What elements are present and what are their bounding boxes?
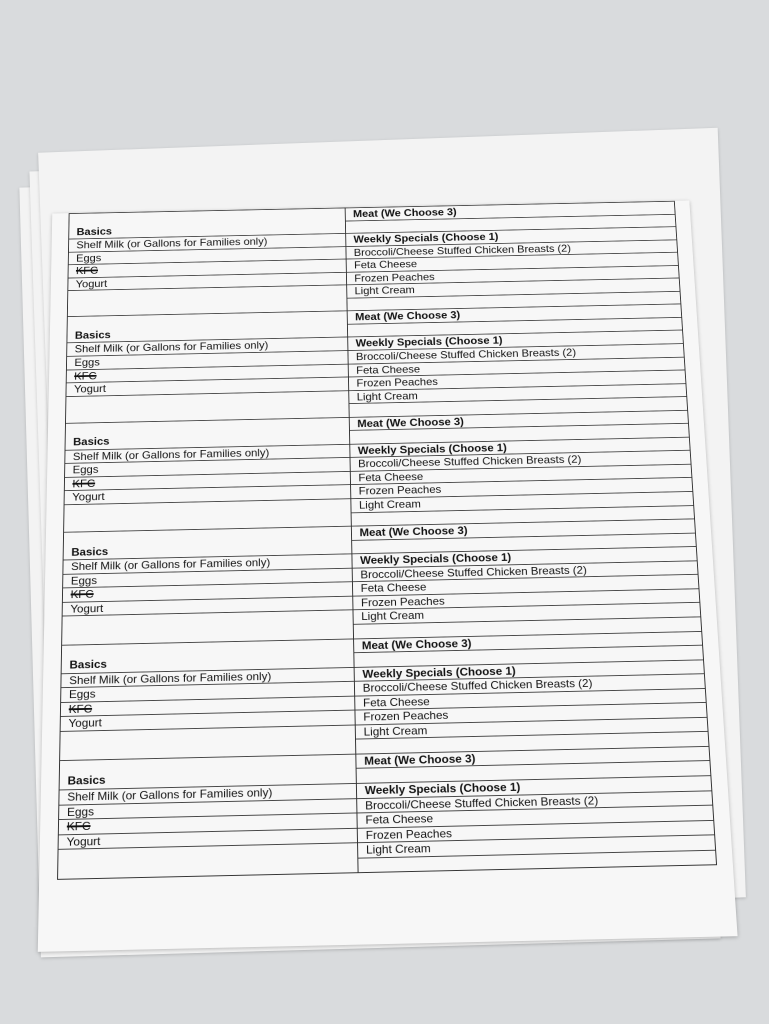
basics-heading: Basics <box>74 328 111 342</box>
basics-item: Shelf Milk (or Gallons for Families only) <box>63 554 351 574</box>
basics-heading: Basics <box>69 657 107 672</box>
basics-item: Eggs <box>63 568 352 588</box>
weekly-specials-heading: Weekly Specials (Choose 1) <box>355 659 704 681</box>
special-item: Feta Cheese <box>349 356 685 376</box>
meat-heading: Meat (We Choose 3) <box>346 201 675 220</box>
special-item: Feta Cheese <box>353 574 699 595</box>
meat-heading: Meat (We Choose 3) <box>354 631 702 653</box>
special-item: Frozen Peaches <box>358 820 714 843</box>
order-form-table <box>57 201 717 880</box>
meat-heading: Meat (We Choose 3) <box>352 519 695 540</box>
basics-item: Eggs <box>59 798 356 819</box>
basics-item: Eggs <box>69 246 346 265</box>
weekly-specials-heading: Weekly Specials (Choose 1) <box>348 330 683 350</box>
special-item: Light Cream <box>347 278 679 298</box>
struck-item: KFC <box>65 471 350 491</box>
weekly-specials-heading: Weekly Specials (Choose 1) <box>352 546 696 567</box>
basics-heading: Basics <box>73 435 110 449</box>
struck-item: KFC <box>59 813 357 834</box>
basics-item: Yogurt <box>66 377 348 396</box>
struck-item: KFC <box>67 363 348 382</box>
basics-item: Eggs <box>65 457 350 477</box>
struck-item: KFC <box>61 695 355 716</box>
meat-heading: Meat (We Choose 3) <box>348 304 682 324</box>
special-item: Broccoli/Cheese Stuffed Chicken Breasts (2) <box>346 239 677 259</box>
weekly-specials-heading: Weekly Specials (Choose 1) <box>357 775 711 798</box>
basics-heading: Basics <box>76 225 113 238</box>
special-item: Light Cream <box>356 717 708 739</box>
basics-column <box>58 208 358 880</box>
weekly-specials-heading: Weekly Specials (Choose 1) <box>346 226 676 246</box>
basics-heading: Basics <box>67 773 106 788</box>
struck-item: KFC <box>63 582 352 602</box>
special-item: Broccoli/Cheese Stuffed Chicken Breasts (2) <box>348 343 683 363</box>
struck-item: KFC <box>68 259 345 278</box>
special-item: Feta Cheese <box>355 688 706 710</box>
basics-item: Eggs <box>67 350 348 369</box>
basics-item: Shelf Milk (or Gallons for Families only) <box>61 667 354 688</box>
basics-heading: Basics <box>71 544 109 559</box>
basics-item: Shelf Milk (or Gallons for Families only) <box>65 444 349 464</box>
basics-item: Shelf Milk (or Gallons for Families only) <box>59 783 356 804</box>
special-item: Broccoli/Cheese Stuffed Chicken Breasts (2) <box>350 450 690 471</box>
special-item: Feta Cheese <box>347 252 678 272</box>
basics-item: Yogurt <box>65 485 351 505</box>
meat-specials-column <box>345 201 716 873</box>
special-item: Feta Cheese <box>351 464 692 485</box>
weekly-specials-heading: Weekly Specials (Choose 1) <box>350 437 689 458</box>
special-item: Frozen Peaches <box>355 702 706 724</box>
meat-heading: Meat (We Choose 3) <box>350 410 688 431</box>
special-item: Light Cream <box>349 383 686 403</box>
order-form-page <box>38 201 738 952</box>
special-item: Broccoli/Cheese Stuffed Chicken Breasts (2) <box>355 673 705 695</box>
special-item: Light Cream <box>351 491 693 512</box>
special-item: Light Cream <box>358 834 715 857</box>
basics-item: Yogurt <box>68 272 346 291</box>
special-item: Frozen Peaches <box>347 265 679 285</box>
basics-item: Yogurt <box>59 827 357 849</box>
basics-item: Eggs <box>61 681 354 702</box>
special-item: Broccoli/Cheese Stuffed Chicken Breasts (2) <box>357 790 712 813</box>
basics-item: Yogurt <box>63 596 353 616</box>
meat-heading: Meat (We Choose 3) <box>356 746 709 768</box>
basics-item: Yogurt <box>61 710 355 731</box>
special-item: Light Cream <box>353 602 700 624</box>
basics-item: Shelf Milk (or Gallons for Families only) <box>67 337 347 356</box>
special-item: Frozen Peaches <box>351 477 692 498</box>
special-item: Feta Cheese <box>357 805 713 828</box>
special-item: Broccoli/Cheese Stuffed Chicken Breasts (2) <box>353 560 698 581</box>
special-item: Frozen Peaches <box>353 588 699 610</box>
special-item: Frozen Peaches <box>349 370 686 390</box>
basics-item: Shelf Milk (or Gallons for Families only) <box>69 233 345 251</box>
